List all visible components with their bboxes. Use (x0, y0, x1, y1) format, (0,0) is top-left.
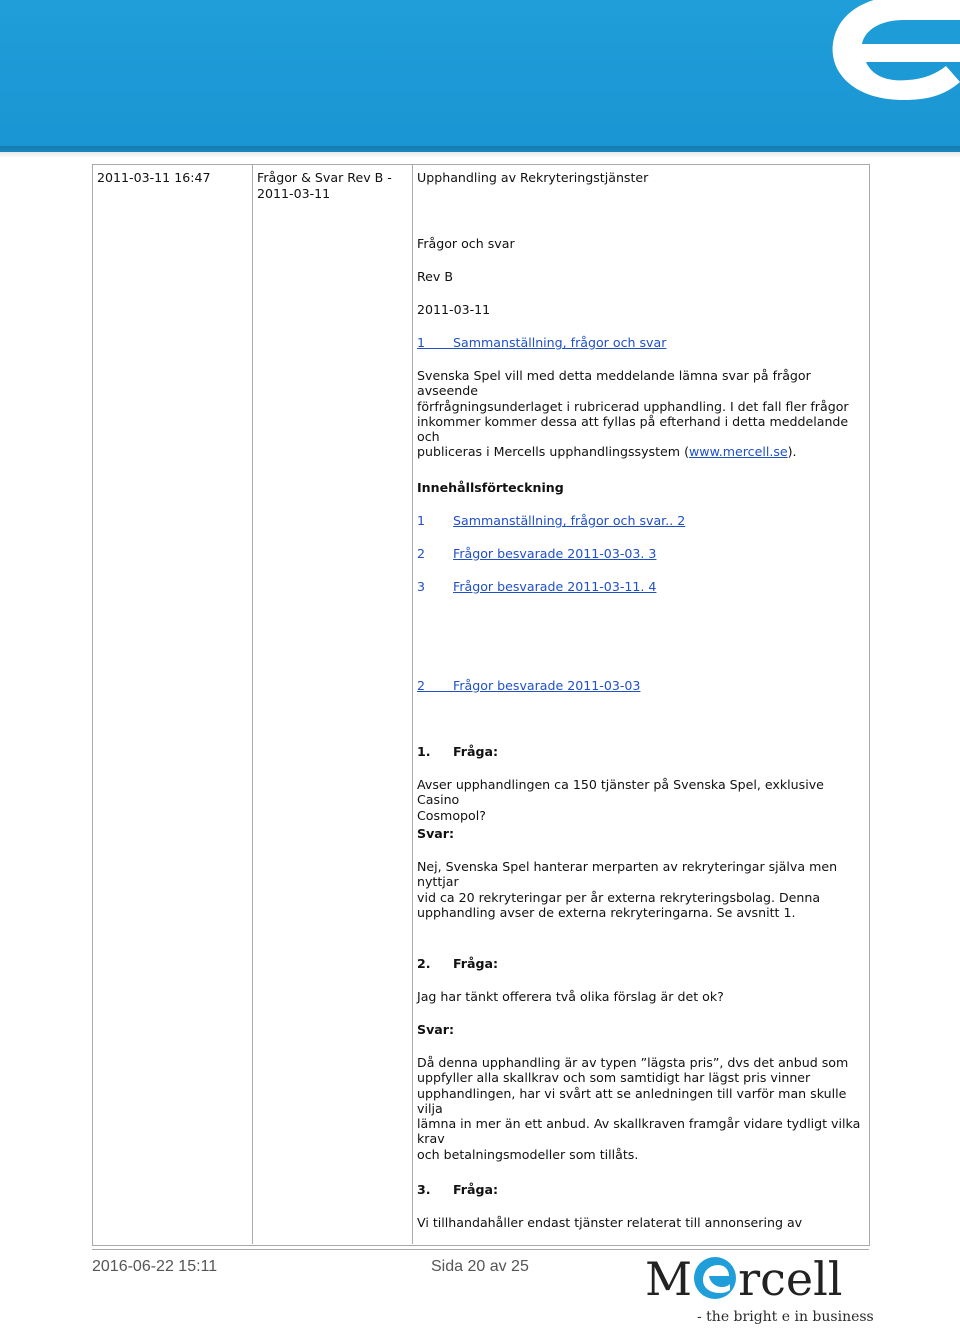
mercell-e-icon (812, 0, 960, 110)
section1-link[interactable] (417, 335, 867, 350)
q2-answer (417, 1055, 867, 1162)
a2-line-4: lämna in mer än ett anbud. Av skallkraven framgår vidare tydligt vilka krav (417, 1116, 861, 1147)
q3-question-label: Fråga: (453, 1182, 499, 1197)
logo-tagline: - the bright e in business (697, 1309, 874, 1325)
header-procurement: Upphandling av Rekryteringstjänster (417, 170, 649, 185)
intro-line-3: inkommer kommer dessa att fyllas på efterhand i detta meddelande och (417, 413, 849, 445)
intro-line-2: förfrågningsunderlaget i rubricerad upphandling. I det fall fler frågor (417, 398, 849, 414)
toc-item-3-link[interactable] (417, 579, 656, 594)
header-date-time: 2011-03-11 16:47 (97, 170, 211, 185)
mercell-logo (645, 1252, 843, 1306)
footer-rule (92, 1249, 869, 1250)
a2-line-5: och betalningsmodeller som tillåts. (417, 1146, 639, 1162)
q1-question-label: Fråga: (453, 744, 499, 759)
toc-item-3-text: Frågor besvarade 2011-03-11. 4 (453, 579, 657, 594)
q1-answer (417, 859, 867, 920)
header-doc-title-line2: 2011-03-11 (257, 185, 331, 201)
toc-item-3[interactable] (417, 579, 867, 594)
column-divider-1 (252, 164, 253, 1244)
toc-item-1-link[interactable] (417, 513, 685, 528)
toc-item-2-text: Frågor besvarade 2011-03-03. 3 (453, 546, 657, 561)
intro-line-4-pre: publiceras i Mercells upphandlingssystem ( (417, 444, 689, 460)
toc-title: Innehållsförteckning (417, 480, 564, 495)
a1-line-1: Nej, Svenska Spel hanterar merparten av rekryteringar själva men nyttjar (417, 859, 838, 890)
q1-answer-label: Svar: (417, 826, 455, 841)
q1-line-2: Cosmopol? (417, 807, 486, 823)
a2-line-1: Då denna upphandling är av typen ”lägsta pris”, dvs det anbud som (417, 1055, 849, 1070)
q1-number: 1. (417, 744, 431, 759)
q2-number: 2. (417, 956, 431, 971)
doc-heading: Frågor och svar (417, 236, 515, 251)
q2-heading (417, 956, 867, 971)
q3-heading (417, 1182, 867, 1197)
toc-item-1-num: 1 (417, 513, 426, 528)
footer-timestamp: 2016-06-22 15:11 (92, 1258, 218, 1275)
intro-paragraph (417, 368, 867, 460)
section2-link-text[interactable]: 2 Frågor besvarade 2011-03-03 (417, 678, 641, 693)
a2-line-2: uppfyller alla skallkrav och som samtidigt har lägst pris vinner (417, 1070, 811, 1086)
a1-line-2: vid ca 20 rekryteringar per år externa rekryteringsbolag. Denna (417, 889, 821, 905)
q1-heading (417, 744, 867, 759)
q2-question-label: Fråga: (453, 956, 499, 971)
logo-text-rcell: rcell (738, 1252, 843, 1306)
q1-question (417, 777, 867, 823)
toc-item-3-num: 3 (417, 579, 426, 594)
section1-link-text[interactable]: 1 Sammanställning, frågor och svar (417, 335, 667, 350)
q2-question: Jag har tänkt offerera två olika förslag är det ok? (417, 989, 724, 1004)
banner-shadow (0, 146, 960, 158)
q1-line-1: Avser upphandlingen ca 150 tjänster på Svenska Spel, exklusive Casino (417, 777, 824, 808)
footer-page-number: Sida 20 av 25 (431, 1258, 529, 1275)
toc-item-1[interactable] (417, 513, 867, 528)
a1-line-3: upphandling avser de externa rekryteringarna. Se avsnitt 1. (417, 904, 796, 920)
intro-line-4-post: ). (787, 444, 797, 460)
header-doc-title-line1: Frågor & Svar Rev B - (257, 170, 392, 185)
intro-line-4 (417, 444, 867, 459)
doc-revision: Rev B (417, 269, 454, 284)
mercell-link[interactable]: www.mercell.se (688, 444, 788, 460)
toc-item-2-num: 2 (417, 546, 426, 561)
toc-item-2-link[interactable] (417, 546, 656, 561)
q2-answer-label: Svar: (417, 1022, 455, 1037)
q3-question: Vi tillhandahåller endast tjänster relaterat till annonsering av (417, 1215, 803, 1230)
logo-e-icon (693, 1256, 737, 1300)
section2-link[interactable] (417, 678, 867, 693)
q3-number: 3. (417, 1182, 431, 1197)
doc-date: 2011-03-11 (417, 302, 491, 317)
header-doc-title (257, 170, 407, 201)
intro-line-1: Svenska Spel vill med detta meddelande lämna svar på frågor avseende (417, 368, 811, 399)
column-divider-2 (412, 164, 413, 1244)
toc-item-2[interactable] (417, 546, 867, 561)
toc-item-1-text: Sammanställning, frågor och svar.. 2 (453, 513, 686, 528)
a2-line-3: upphandlingen, har vi svårt att se anledningen till varför man skulle vilja (417, 1085, 847, 1116)
logo-text-m: M (645, 1252, 693, 1306)
